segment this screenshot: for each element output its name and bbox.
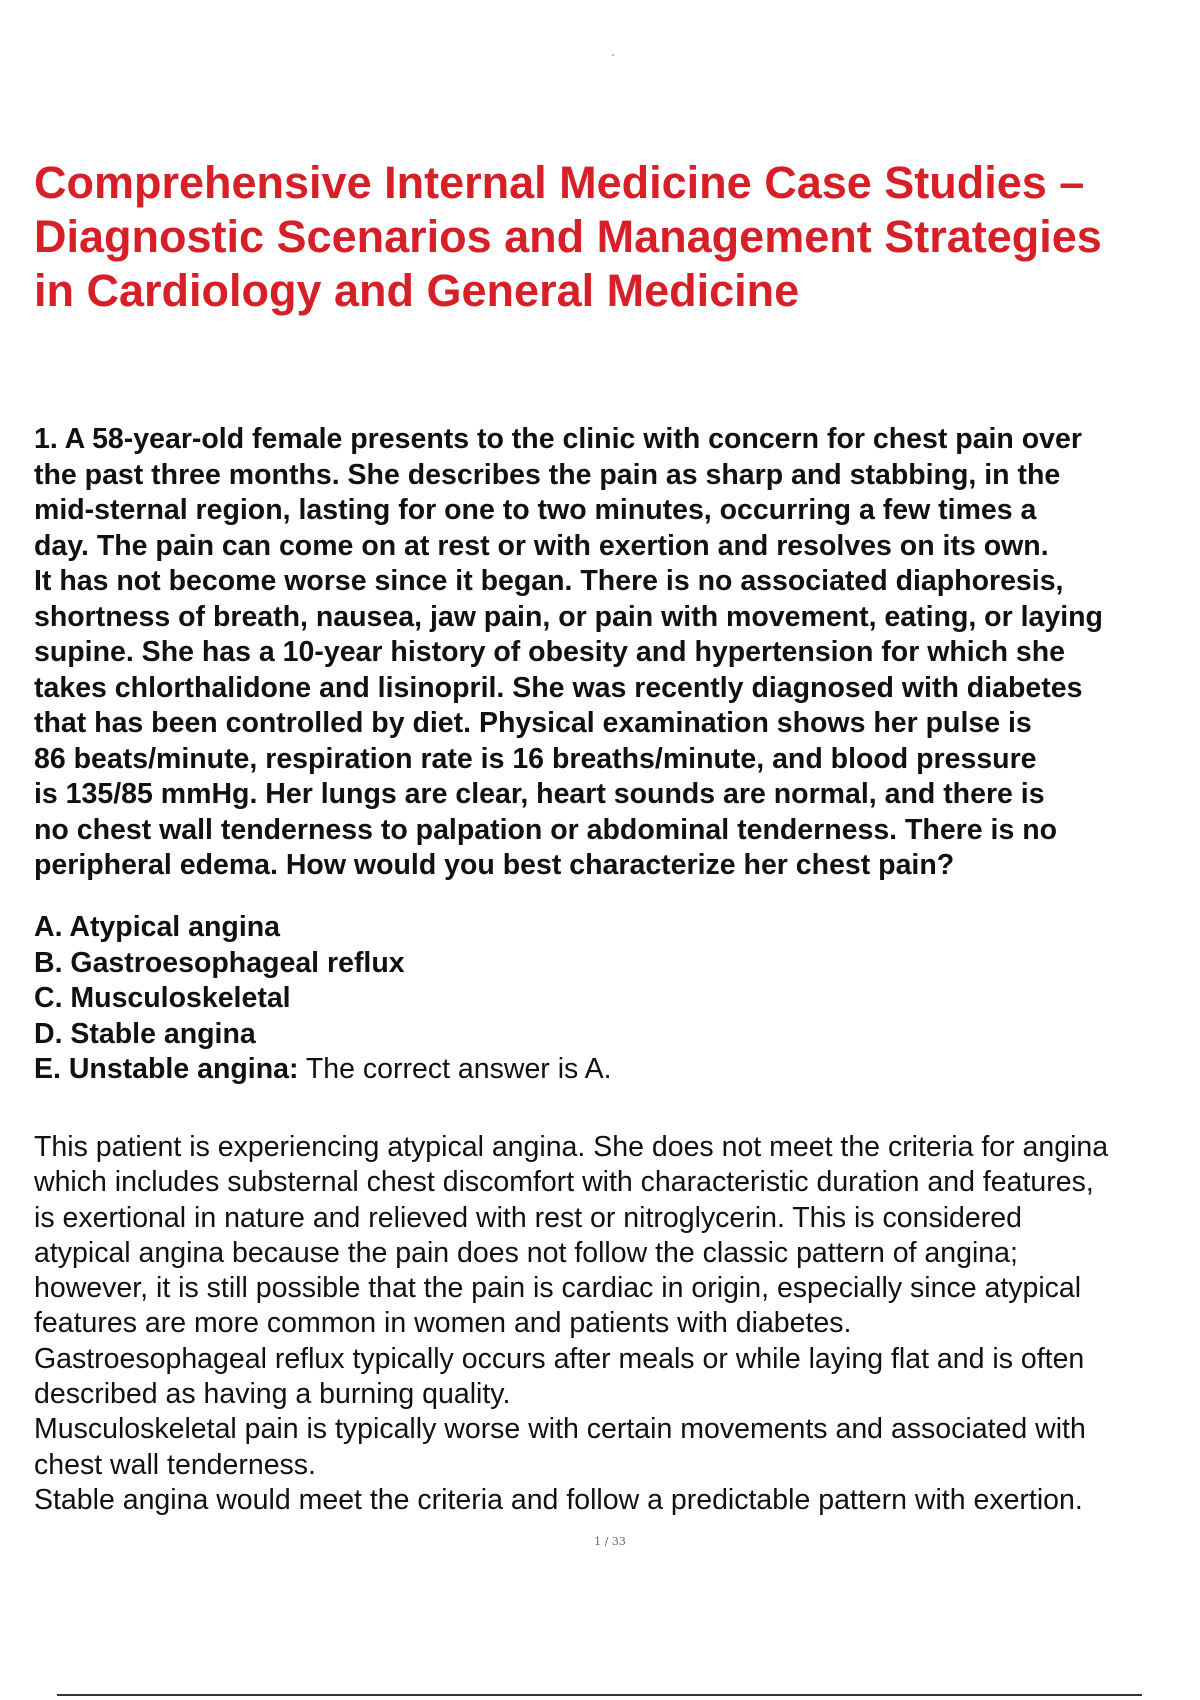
bottom-divider (57, 1694, 1142, 1696)
question-line: no chest wall tenderness to palpation or abdominal tenderness. There is no (34, 813, 1058, 846)
page-number: 1 / 33 (594, 1535, 626, 1548)
explanation-line: features are more common in women and patients with diabetes. (34, 1307, 852, 1340)
option-b (34, 946, 1184, 982)
option-label: D. Stable angina (34, 1017, 256, 1050)
option-a (34, 910, 1184, 946)
question-line: 86 beats/minute, respiration rate is 16 breaths/minute, and blood pressure (34, 742, 1037, 775)
explanation-line: described as having a burning quality. (34, 1378, 511, 1411)
question-line: 1. A 58-year-old female presents to the clinic with concern for chest pain over (34, 423, 1082, 455)
explanation-line: Gastroesophageal reflux typically occurs after meals or while laying flat and is often (34, 1342, 1085, 1375)
question-line: shortness of breath, nausea, jaw pain, or pain with movement, eating, or laying (34, 600, 1103, 633)
question-line: takes chlorthalidone and lisinopril. She was recently diagnosed with diabetes (34, 671, 1083, 704)
explanation-line: Musculoskeletal pain is typically worse with certain movements and associated with (34, 1413, 1086, 1446)
question-line: that has been controlled by diet. Physical examination shows her pulse is (34, 707, 1032, 739)
answer-options (34, 910, 1184, 1088)
question-line: day. The pain can come on at rest or with exertion and resolves on its own. (34, 529, 1049, 562)
explanation-line: chest wall tenderness. (34, 1448, 316, 1481)
title-line: in Cardiology and General Medicine (34, 265, 800, 316)
explanation-line: which includes substernal chest discomfort with characteristic duration and features, (34, 1166, 1094, 1199)
answer-explanation (34, 1130, 1194, 1518)
title-line: Diagnostic Scenarios and Management Strategies (34, 211, 1102, 262)
option-label: E. Unstable angina: (34, 1053, 299, 1085)
explanation-line: This patient is experiencing atypical angina. She does not meet the criteria for angina (34, 1131, 1109, 1163)
correct-answer-note: The correct answer is A. (298, 1053, 612, 1085)
option-label: C. Musculoskeletal (34, 982, 291, 1014)
explanation-line: atypical angina because the pain does not follow the classic pattern of angina; (34, 1236, 1018, 1269)
document-title (34, 156, 1174, 318)
explanation-line: is exertional in nature and relieved with rest or nitroglycerin. This is considered (34, 1201, 1022, 1234)
option-e (34, 1052, 1184, 1088)
question-line: supine. She has a 10-year history of obesity and hypertension for which she (34, 636, 1066, 668)
title-line: Comprehensive Internal Medicine Case Studies – (34, 157, 1085, 208)
question-line: mid-sternal region, lasting for one to two minutes, occurring a few times a (34, 494, 1037, 526)
explanation-line: however, it is still possible that the pain is cardiac in origin, especially since atypical (34, 1272, 1082, 1305)
explanation-line: Stable angina would meet the criteria and follow a predictable pattern with exertion. (34, 1483, 1083, 1516)
question-line: It has not become worse since it began. There is no associated diaphoresis, (34, 565, 1064, 597)
scan-speck (612, 54, 614, 56)
question-line: is 135/85 mmHg. Her lungs are clear, heart sounds are normal, and there is (34, 778, 1045, 810)
option-label: A. Atypical angina (34, 911, 280, 943)
option-d (34, 1017, 1184, 1053)
option-label: B. Gastroesophageal reflux (34, 946, 405, 979)
question-line: the past three months. She describes the pain as sharp and stabbing, in the (34, 458, 1061, 491)
question-stem (34, 422, 1184, 884)
question-line: peripheral edema. How would you best characterize her chest pain? (34, 849, 955, 881)
option-c (34, 981, 1184, 1017)
